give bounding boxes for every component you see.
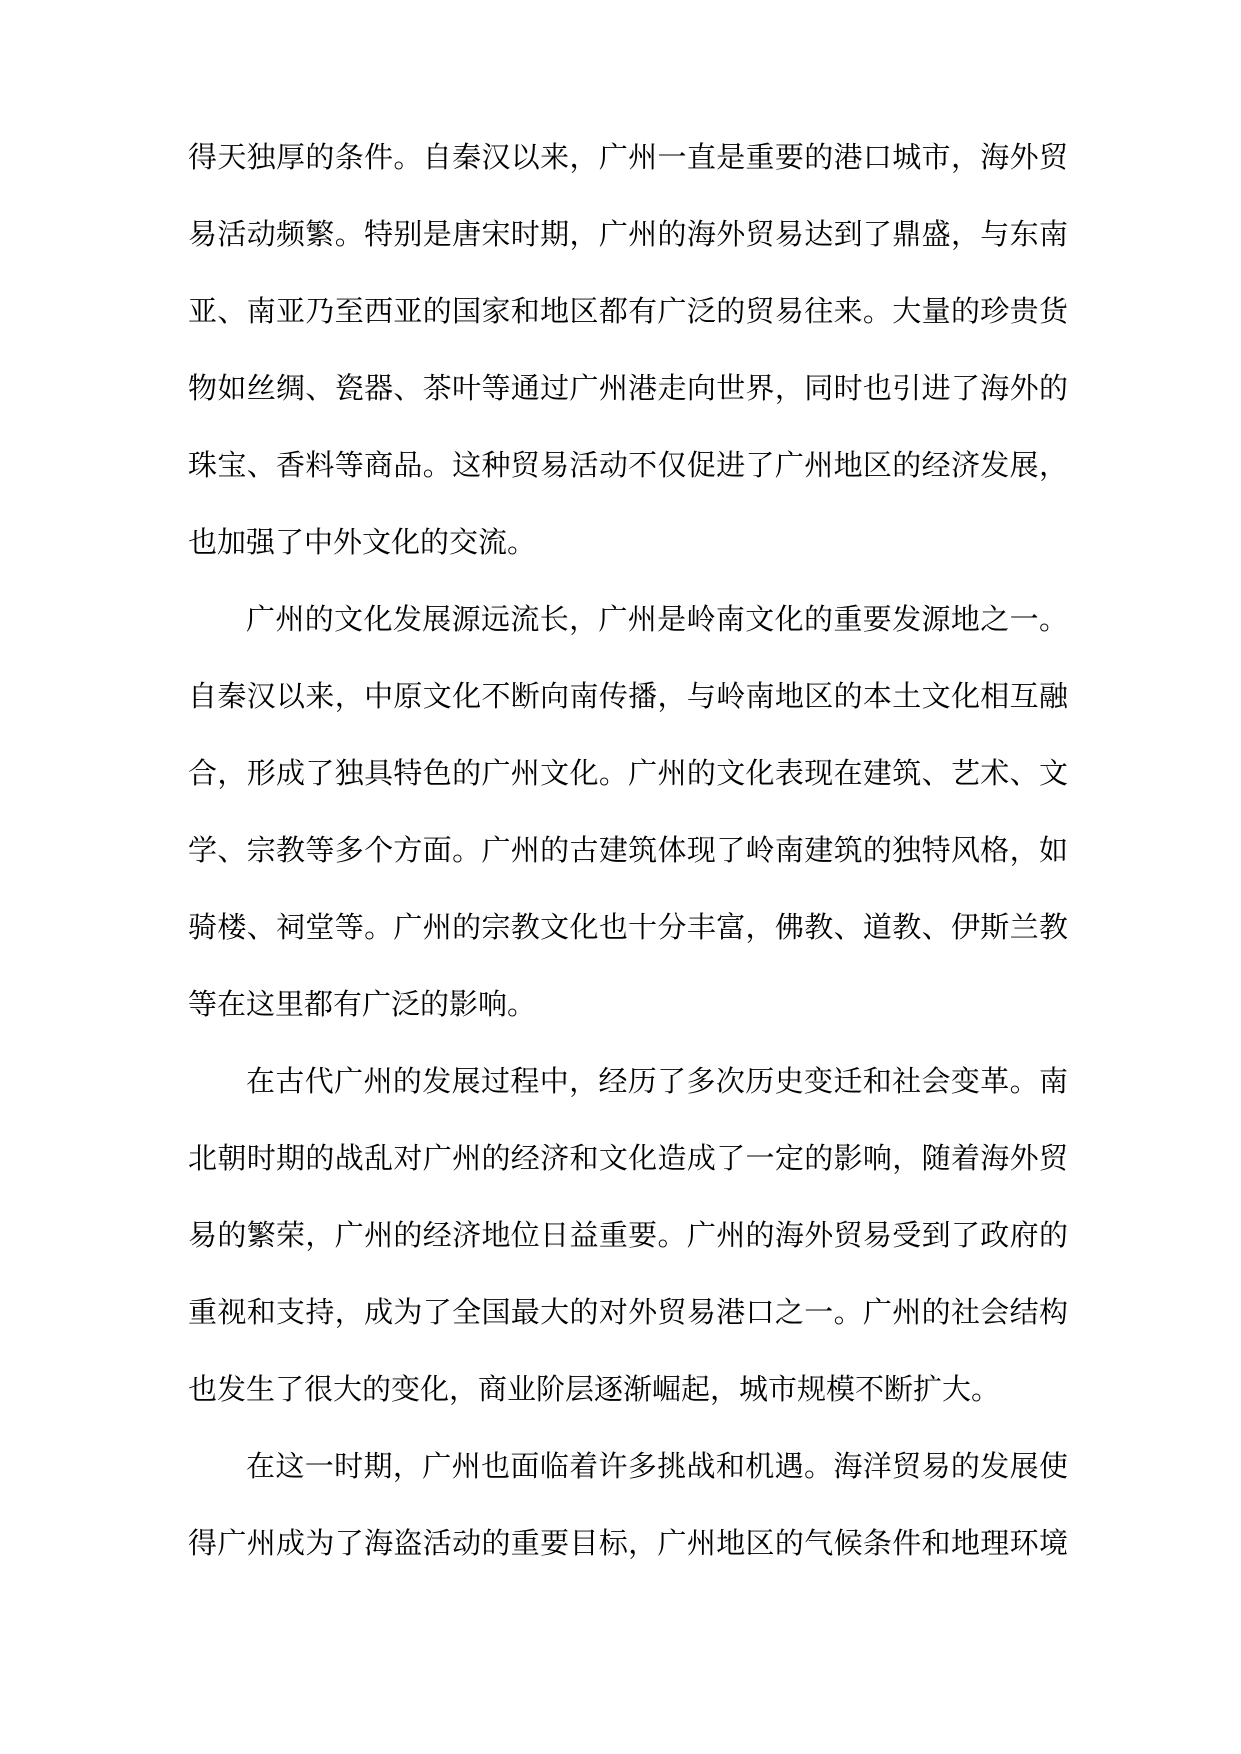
text-line: 合，形成了独具特色的广州文化。广州的文化表现在建筑、艺术、文 xyxy=(188,756,1068,790)
text-line: 也加强了中外文化的交流。 xyxy=(188,525,537,559)
paragraph xyxy=(188,1062,1068,1408)
text-line: 在古代广州的发展过程中，经历了多次历史变迁和社会变革。南 xyxy=(246,1064,1068,1098)
text-line: 物如丝绸、瓷器、茶叶等通过广州港走向世界，同时也引进了海外的 xyxy=(188,371,1068,405)
text-line: 北朝时期的战乱对广州的经济和文化造成了一定的影响，随着海外贸 xyxy=(188,1141,1068,1175)
text-line: 骑楼、祠堂等。广州的宗教文化也十分丰富，佛教、道教、伊斯兰教 xyxy=(188,910,1068,944)
text-line: 自秦汉以来，中原文化不断向南传播，与岭南地区的本土文化相互融 xyxy=(188,679,1068,713)
text-line: 重视和支持，成为了全国最大的对外贸易港口之一。广州的社会结构 xyxy=(188,1295,1068,1329)
paragraph xyxy=(188,138,1068,561)
text-line: 得天独厚的条件。自秦汉以来，广州一直是重要的港口城市，海外贸 xyxy=(188,140,1068,174)
text-line: 珠宝、香料等商品。这种贸易活动不仅促进了广州地区的经济发展， xyxy=(188,448,1068,482)
text-line: 易活动频繁。特别是唐宋时期，广州的海外贸易达到了鼎盛，与东南 xyxy=(188,217,1068,251)
paragraph xyxy=(188,1447,1068,1562)
text-line: 易的繁荣，广州的经济地位日益重要。广州的海外贸易受到了政府的 xyxy=(188,1218,1068,1252)
text-line: 亚、南亚乃至西亚的国家和地区都有广泛的贸易往来。大量的珍贵货 xyxy=(188,294,1068,328)
paragraph xyxy=(188,600,1068,1023)
body-text xyxy=(188,138,1068,1601)
text-line: 等在这里都有广泛的影响。 xyxy=(188,987,537,1021)
text-line: 得广州成为了海盗活动的重要目标，广州地区的气候条件和地理环境 xyxy=(188,1526,1068,1560)
text-line: 广州的文化发展源远流长，广州是岭南文化的重要发源地之一。 xyxy=(246,602,1068,636)
text-line: 也发生了很大的变化，商业阶层逐渐崛起，城市规模不断扩大。 xyxy=(188,1372,1001,1406)
text-line: 在这一时期，广州也面临着许多挑战和机遇。海洋贸易的发展使 xyxy=(246,1449,1068,1483)
text-line: 学、宗教等多个方面。广州的古建筑体现了岭南建筑的独特风格，如 xyxy=(188,833,1068,867)
